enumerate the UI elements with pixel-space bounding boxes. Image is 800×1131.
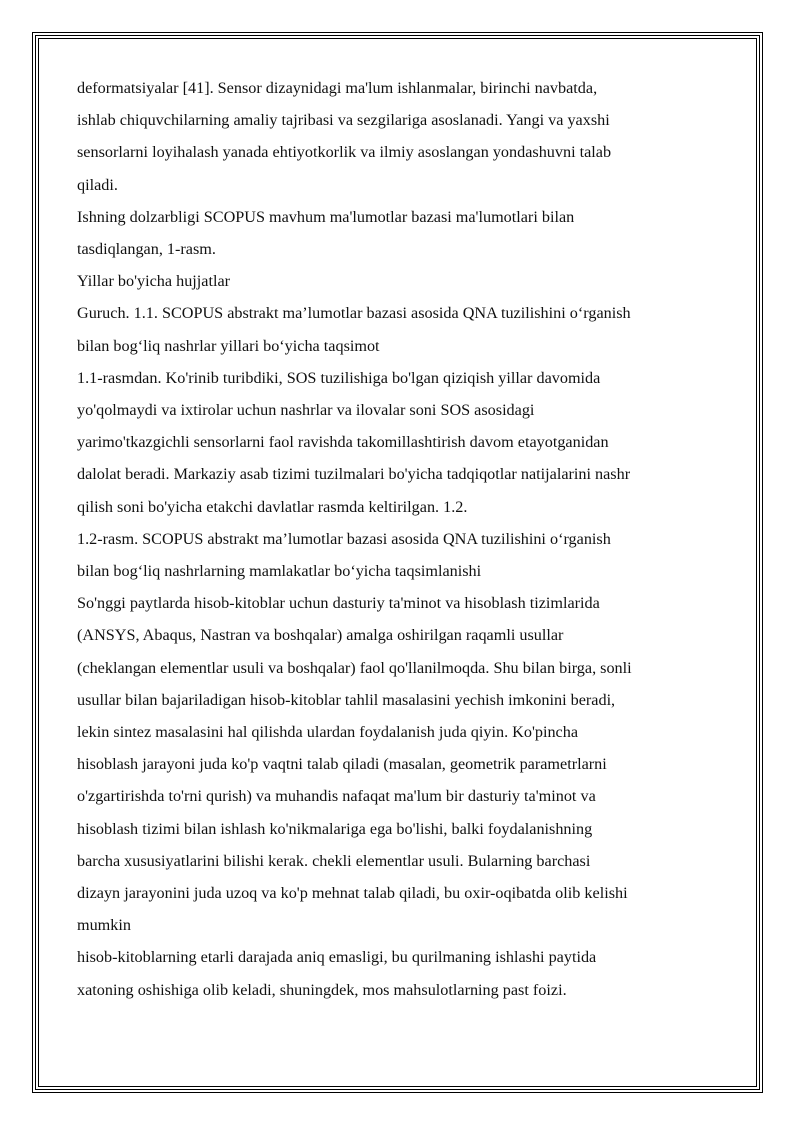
text-line: dizayn jarayonini juda uzoq va ko'p mehnat talab qiladi, bu oxir-oqibatda olib kelishi [77,884,628,903]
figure-caption-line: Guruch. 1.1. SCOPUS abstrakt ma’lumotlar bazasi asosida QNA tuzilishini o‘rganish [77,304,631,323]
text-line: xatoning oshishiga olib keladi, shuningdek, mos mahsulotlarning past foizi. [77,980,567,999]
text-line: lekin sintez masalasini hal qilishda ulardan foydalanish juda qiyin. Ko'pincha [77,723,579,742]
text-line: barcha xususiyatlarini bilishi kerak. chekli elementlar usuli. Bularning barchasi [77,851,591,870]
figure-caption-line: bilan bog‘liq nashrlar yillari bo‘yicha taqsimot [77,336,380,355]
text-line: (ANSYS, Abaqus, Nastran va boshqalar) amalga oshirilgan raqamli usullar [77,626,564,645]
text-line: hisoblash jarayoni juda ko'p vaqtni talab qiladi (masalan, geometrik parametrlarni [77,755,607,774]
text-line: yarimo'tkazgichli sensorlarni faol ravishda takomillashtirish davom etayotganidan [77,433,609,452]
text-line: Yillar bo'yicha hujjatlar [77,272,231,291]
text-line: ishlab chiquvchilarning amaliy tajribasi va sezgilariga asoslanadi. Yangi va yaxshi [77,111,610,130]
document-body [77,72,737,1006]
text-line: deformatsiyalar [41]. Sensor dizaynidagi ma'lum ishlanmalar, birinchi navbatda, [77,79,598,97]
text-line: So'nggi paytlarda hisob-kitoblar uchun dasturiy ta'minot va hisoblash tizimlarida [77,594,600,613]
text-line: qiladi. [77,175,118,194]
text-line: tasdiqlangan, 1-rasm. [77,240,216,259]
text-line: hisob-kitoblarning etarli darajada aniq emasligi, bu qurilmaning ishlashi paytida [77,948,597,967]
text-line: usullar bilan bajariladigan hisob-kitoblar tahlil masalasini yechish imkonini beradi, [77,690,616,709]
text-line: yo'qolmaydi va ixtirolar uchun nashrlar va ilovalar soni SOS asosidagi [77,401,535,420]
text-line: o'zgartirishda to'rni qurish) va muhandis nafaqat ma'lum bir dasturiy ta'minot va [77,787,596,806]
text-line: Ishning dolzarbligi SCOPUS mavhum ma'lumotlar bazasi ma'lumotlari bilan [77,207,575,226]
text-line: hisoblash tizimi bilan ishlash ko'nikmalariga ega bo'lishi, balki foydalanishning [77,819,593,838]
text-line: 1.1-rasmdan. Ko'rinib turibdiki, SOS tuzilishiga bo'lgan qiziqish yillar davomida [77,368,601,387]
text-line: sensorlarni loyihalash yanada ehtiyotkorlik va ilmiy asoslangan yondashuvni talab [77,143,612,162]
text-line: qilish soni bo'yicha etakchi davlatlar rasmda keltirilgan. 1.2. [77,497,468,516]
figure-caption-line: bilan bog‘liq nashrlarning mamlakatlar bo‘yicha taqsimlanishi [77,562,482,581]
text-line: (cheklangan elementlar usuli va boshqalar) faol qo'llanilmoqda. Shu bilan birga, sonli [77,658,632,677]
text-line: mumkin [77,916,131,935]
text-line: dalolat beradi. Markaziy asab tizimi tuzilmalari bo'yicha tadqiqotlar natijalarini nashr [77,465,631,484]
figure-caption-line: 1.2-rasm. SCOPUS abstrakt ma’lumotlar bazasi asosida QNA tuzilishini o‘rganish [77,529,611,548]
